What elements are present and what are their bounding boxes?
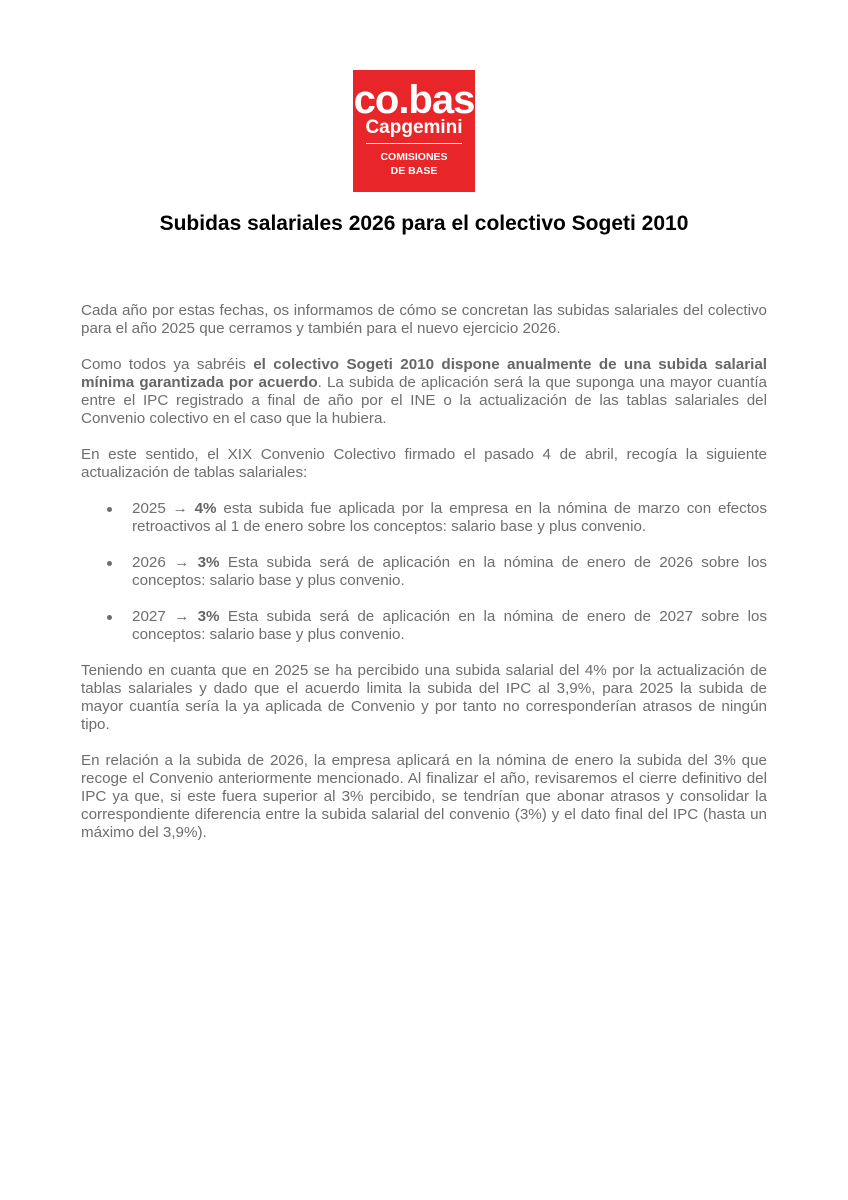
- logo-subtitle-line1: COMISIONES: [380, 151, 448, 163]
- logo-subtitle-line2: DE BASE: [390, 165, 438, 177]
- list-item: [81, 554, 767, 590]
- paragraph-2025-analysis: Teniendo en cuanta que en 2025 se ha percibido una subida salarial del 4% por la actualización de tablas salariales y dado que el acuerdo limita la subida del IPC al 3,9%, para 2025 la subida de mayor cuantía sería la ya aplicada de Convenio y por tanto no corresponderían atrasos de ningún tipo.: [81, 662, 767, 733]
- bullet-year: 2025: [132, 500, 166, 517]
- logo-brand: co.bas: [353, 78, 475, 122]
- bullet-text: Esta subida será de aplicación en la nómina de enero de 2026 sobre los conceptos: salario base y plus convenio.: [132, 554, 767, 589]
- list-item: [81, 500, 767, 536]
- bullet-percent: 3%: [197, 554, 220, 571]
- bullet-year: 2027: [132, 608, 166, 625]
- bullet-icon: [107, 561, 112, 566]
- arrow-right-icon: →: [174, 554, 190, 571]
- bullet-text: esta subida fue aplicada por la empresa en la nómina de marzo con efectos retroactivos al 1 de enero sobre los conceptos: salario base y plus convenio.: [132, 500, 767, 535]
- bullet-percent: 4%: [194, 500, 217, 517]
- paragraph-convenio: En este sentido, el XIX Convenio Colectivo firmado el pasado 4 de abril, recogía la siguiente actualización de tablas salariales:: [81, 446, 767, 481]
- salary-update-list: [81, 500, 767, 644]
- bullet-icon: [107, 615, 112, 620]
- bullet-text: Esta subida será de aplicación en la nómina de enero de 2027 sobre los conceptos: salario base y plus convenio.: [132, 608, 767, 643]
- cobas-logo: [353, 70, 475, 192]
- arrow-right-icon: →: [174, 608, 190, 625]
- list-item: [81, 608, 767, 644]
- document-body: [81, 302, 767, 860]
- paragraph-guarantee-pre: Como todos ya sabréis: [81, 356, 254, 373]
- paragraph-guarantee-bold: el colectivo Sogeti 2010 dispone anualmente de una subida salarial mínima garantizada por acuerdo: [81, 356, 767, 391]
- logo-company: Capgemini: [365, 117, 463, 138]
- page-title: Subidas salariales 2026 para el colectivo Sogeti 2010: [159, 212, 689, 235]
- paragraph-guarantee: [81, 356, 767, 428]
- paragraph-2026-analysis: En relación a la subida de 2026, la empresa aplicará en la nómina de enero la subida del 3% que recoge el Convenio anteriormente mencionado. Al finalizar el año, revisaremos el cierre definitivo del IPC ya que, si este fuera superior al 3% percibido, se tendrían que abonar atrasos y consolidar la correspondiente diferencia entre la subida salarial del convenio (3%) y el dato final del IPC (hasta un máximo del 3,9%).: [81, 752, 767, 841]
- bullet-icon: [107, 507, 112, 512]
- paragraph-guarantee-post: . La subida de aplicación será la que suponga una mayor cuantía entre el IPC registrado a final de año por el INE o la actualización de las tablas salariales del Convenio colectivo en el caso que la hubiera.: [81, 374, 767, 427]
- paragraph-intro: Cada año por estas fechas, os informamos de cómo se concretan las subidas salariales del colectivo para el año 2025 que cerramos y también para el nuevo ejercicio 2026.: [81, 302, 767, 337]
- bullet-percent: 3%: [197, 608, 220, 625]
- logo-divider: [366, 143, 462, 144]
- bullet-year: 2026: [132, 554, 166, 571]
- arrow-right-icon: →: [172, 500, 188, 517]
